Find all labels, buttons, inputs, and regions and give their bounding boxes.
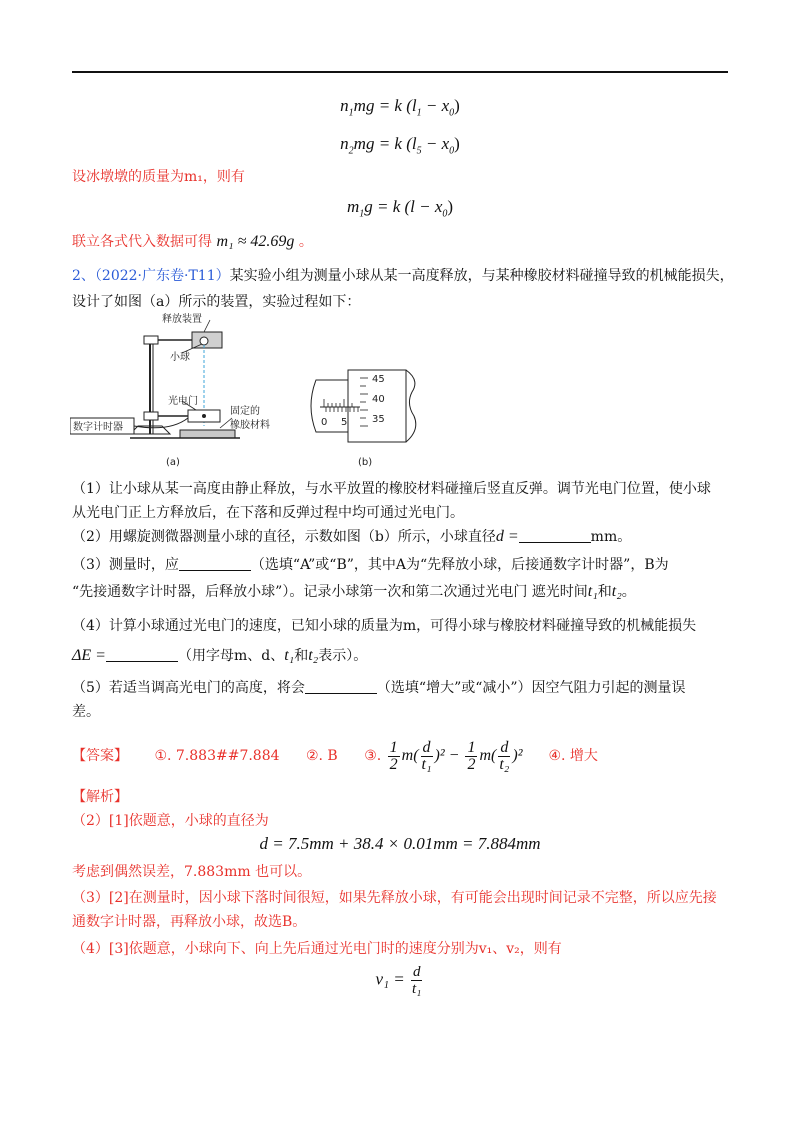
equation-1: $n_1mg = k$ $(l_1 - x_0)$	[340, 96, 460, 119]
scale-45: 45	[372, 374, 385, 385]
label-rubber-2: 橡胶材料	[230, 420, 270, 431]
figure-b-micrometer	[311, 370, 416, 468]
scale-35: 35	[372, 414, 385, 425]
question-line-2: 设计了如图（a）所示的装置，实验过程如下：	[72, 294, 361, 310]
step-5a: （5）若适当调高光电门的高度，将会 （选填“增大”或“减小”）因空气阻力引起的测量误	[72, 680, 686, 696]
analysis-label: 【解析】	[72, 789, 128, 805]
analysis-p2b: 考虑到偶然误差，7.883mm 也可以。	[72, 864, 312, 880]
caption-a: (a)	[166, 457, 180, 468]
label-release: 释放装置	[162, 314, 202, 325]
label-gate: 光电门	[168, 396, 198, 407]
analysis-p3b: 通数字计时器，再释放小球，故选B。	[72, 914, 307, 930]
step-2: （2）用螺旋测微器测量小球的直径，示数如图（b）所示，小球直径d = mm。	[72, 528, 632, 545]
analysis-p4: （4）[3]依题意，小球向下、向上先后通过光电门时的速度分别为v₁、v₂，则有	[72, 941, 562, 957]
equation-3: $m_1g = k$ $(l - x_0)$	[346, 197, 454, 220]
equation-velocity: v₁ = $\frac{d}{\text{t₁}}$	[375, 964, 422, 997]
blank-energy[interactable]	[106, 647, 178, 662]
step-4a: （4）计算小球通过光电门的速度，已知小球的质量为m，可得小球与橡胶材料碰撞导致的机械能损失	[72, 618, 697, 634]
scale-5: 5	[341, 417, 348, 428]
caption-b: (b)	[358, 457, 373, 468]
blank-diameter[interactable]	[519, 528, 591, 543]
combine-line: 联立各式代入数据可得 m₁ ≈ 42.69g 。	[72, 233, 313, 250]
step-4b: ΔE = （用字母m、d、t₁和t₂表示）。	[72, 647, 368, 664]
label-timer: 数字计时器	[73, 422, 123, 433]
mass-intro-line: 设冰墩墩的质量为m₁，则有	[72, 169, 245, 185]
scale-0: 0	[321, 417, 328, 428]
step-3a: （3）测量时，应 （选填“A”或“B”，其中A为“先释放小球，后接通数字计时器”，B为	[72, 557, 669, 573]
header-rule	[72, 71, 728, 73]
blank-change[interactable]	[305, 679, 377, 694]
equation-diameter: d = 7.5mm + 38.4 × 0.01mm = 7.884mm	[259, 834, 541, 853]
step-1b: 从光电门正上方释放后，在下落和反弹过程中均可通过光电门。	[72, 505, 464, 521]
scale-40: 40	[372, 394, 385, 405]
step-5b: 差。	[72, 704, 100, 720]
apparatus-figure	[70, 308, 470, 474]
answer-formula: $\frac{1}{2}$ m( $\frac{d}{\text{t₁}}$ )² − $\frac{1}{2}$ m( $\frac{d}{\text{t₂}}$ )²	[389, 738, 523, 773]
label-rubber-1: 固定的	[230, 406, 260, 417]
figure-a	[70, 312, 270, 468]
equation-2: $n_2mg = k$ $(l_5 - x_0)$	[340, 134, 460, 157]
label-ball: 小球	[170, 352, 190, 363]
step-3b: “先接通数字计时器，后释放小球”）。记录小球第一次和第二次通过光电门 遮光时间t₁和t₂。	[72, 583, 636, 600]
answer-line: 【答案】 ①. 7.883##7.884 ②. B ③. $\frac{1}{2}$ m( $\frac{d}{\text{t₁}}$ )² − $\frac{1}{2}$ m( $\frac{d}{\text{t₂}}$ )² ④. 增大	[72, 738, 598, 773]
step-1a: （1）让小球从某一高度由静止释放，与水平放置的橡胶材料碰撞后竖直反弹。调节光电门位置，使小球	[72, 481, 711, 497]
analysis-p3a: （3）[2]在测量时，因小球下落时间很短，如果先释放小球，有可能会出现时间记录不完整，所以应先接	[72, 890, 717, 906]
analysis-p2: （2）[1]依题意，小球的直径为	[72, 813, 269, 829]
question-heading: 2、（2022·广东卷·T11）某实验小组为测量小球从某一高度释放，与某种橡胶材料碰撞导致的机械能损失，	[72, 268, 734, 284]
blank-order[interactable]	[179, 556, 251, 571]
